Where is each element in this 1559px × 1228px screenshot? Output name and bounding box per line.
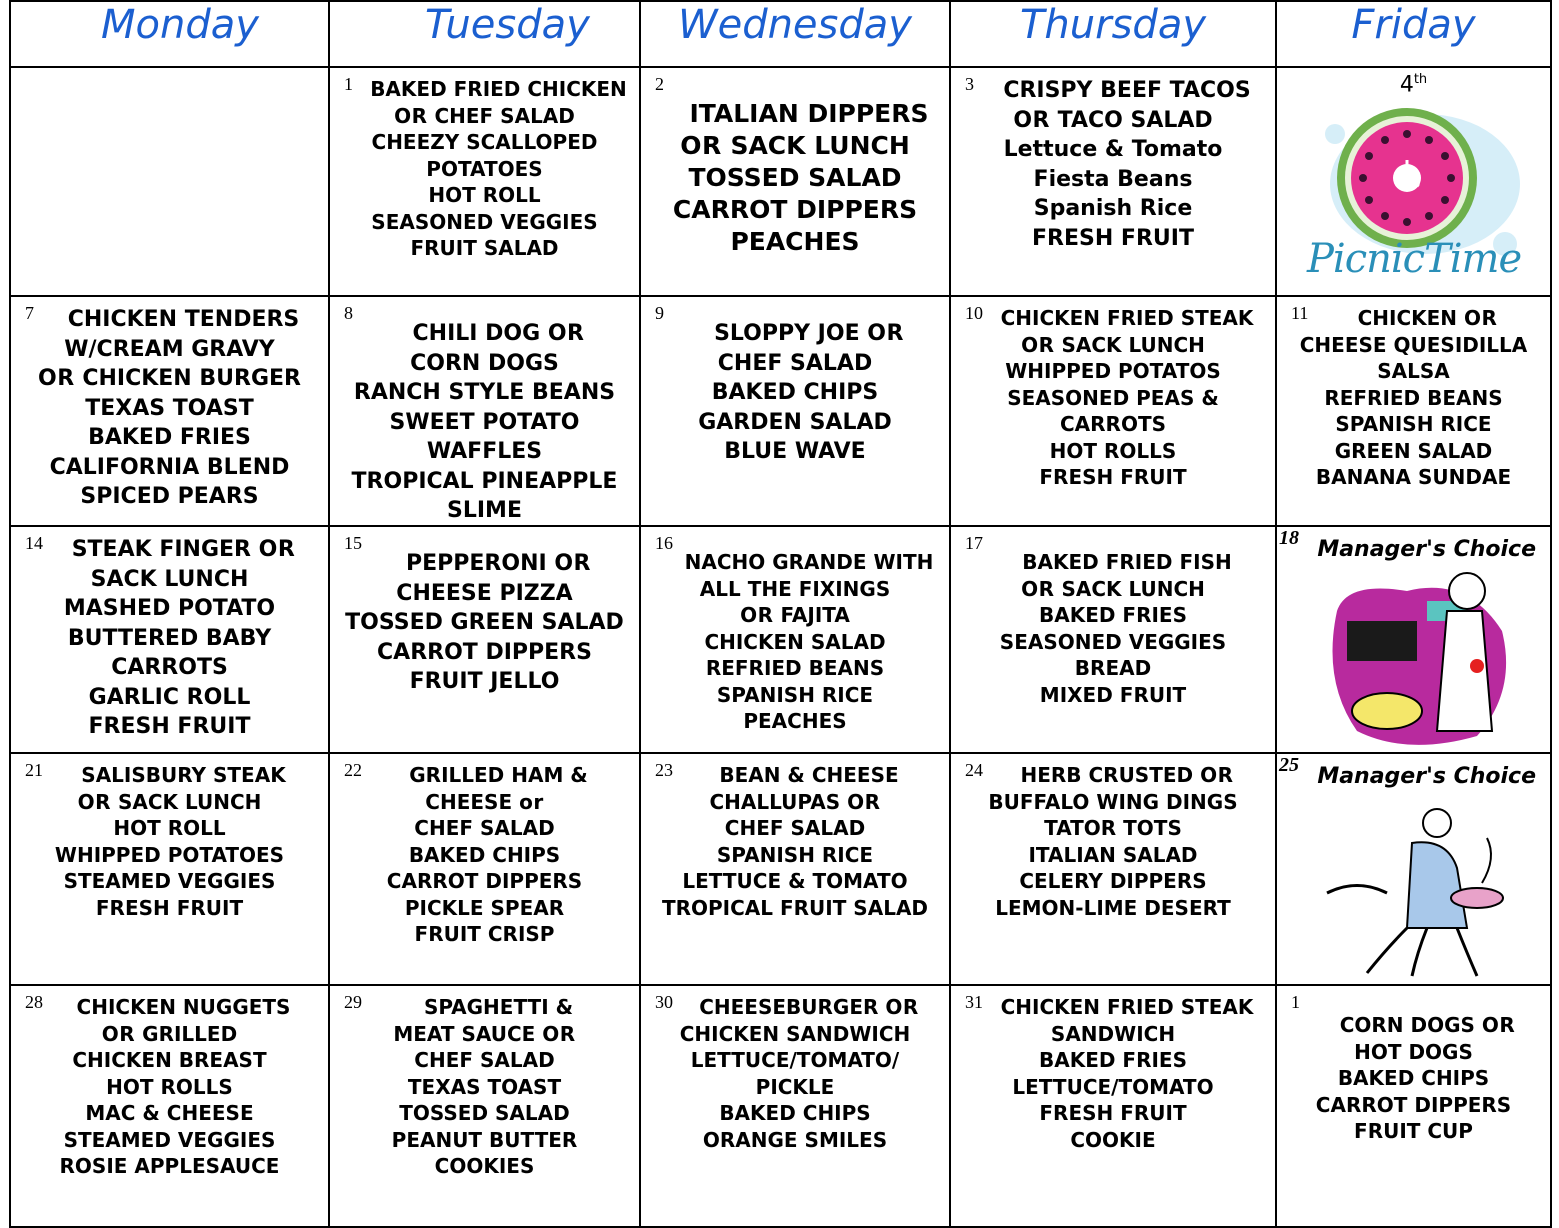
menu-item: CHICKEN FRIED STEAK <box>1000 306 1254 330</box>
menu-item: SEASONED VEGGIES <box>999 629 1227 654</box>
day-cell <box>329 67 640 296</box>
menu-item: FRUIT CRISP <box>414 922 555 946</box>
menu-item: POTATOES <box>426 156 543 181</box>
menu-item: CARROTS <box>111 655 228 680</box>
menu-item: CHEESE PIZZA <box>396 580 573 606</box>
header-monday: Monday <box>10 1 329 67</box>
menu-item: CALIFORNIA BLEND <box>49 454 290 480</box>
menu-item: CHILI DOG OR <box>412 321 585 346</box>
menu-items <box>330 762 639 948</box>
day-cell <box>1276 526 1551 753</box>
menu-item: FRESH FRUIT <box>88 714 251 739</box>
menu-item: CORN DOGS <box>410 350 559 376</box>
day-number: 4th <box>1399 72 1428 98</box>
menu-item: TROPICAL PINEAPPLE <box>351 468 618 494</box>
day-cell <box>10 67 329 296</box>
menu-item: CHICKEN NUGGETS <box>76 995 291 1019</box>
menu-item: CORN DOGS OR <box>1339 1013 1516 1037</box>
menu-item: SPANISH RICE <box>716 682 874 707</box>
managers-choice-label: Manager's Choice <box>1317 764 1536 789</box>
menu-item: CARROT DIPPERS <box>1315 1092 1512 1117</box>
menu-item: BEAN & CHEESE <box>719 763 899 787</box>
menu-item: TEXAS TOAST <box>407 1074 562 1099</box>
day-number: 31 <box>965 992 983 1012</box>
menu-items <box>951 994 1275 1153</box>
menu-item: PEACHES <box>743 709 847 733</box>
week-row <box>10 985 1551 1227</box>
menu-item: FRESH FRUIT <box>1032 225 1194 251</box>
menu-item: W/CREAM GRAVY <box>64 336 275 362</box>
menu-items <box>1277 1012 1550 1145</box>
menu-item: WHIPPED POTATOS <box>1005 359 1221 383</box>
menu-item: TOSSED SALAD <box>399 1101 570 1125</box>
menu-item: BAKED FRIED FISH <box>1022 550 1232 574</box>
menu-items <box>641 319 949 467</box>
menu-item: CHEF SALAD <box>724 816 866 840</box>
week-row <box>10 526 1551 753</box>
menu-item: SPAGHETTI & <box>423 995 574 1019</box>
menu-item: SLIME <box>447 498 522 523</box>
menu-items <box>951 305 1275 491</box>
menu-item: CARROT DIPPERS <box>386 869 583 893</box>
day-cell <box>950 526 1276 753</box>
menu-item: FRUIT JELLO <box>409 669 560 694</box>
menu-item: ITALIAN DIPPERS <box>689 99 929 128</box>
day-number: 29 <box>344 992 362 1012</box>
day-cell <box>10 753 329 985</box>
menu-item: WAFFLES <box>426 439 543 464</box>
menu-item: CHEF SALAD <box>414 816 555 840</box>
menu-item: SANDWICH <box>1050 1021 1176 1046</box>
menu-item: SLOPPY JOE OR <box>714 321 904 346</box>
menu-item: OR CHICKEN BURGER <box>38 366 301 391</box>
menu-item: CHEF SALAD <box>717 350 873 376</box>
menu-item: BREAD <box>1074 656 1152 680</box>
menu-item: PICKLE SPEAR <box>404 895 565 920</box>
day-cell <box>640 67 950 296</box>
menu-item: OR SACK LUNCH <box>1021 576 1205 601</box>
day-cell <box>950 67 1276 296</box>
menu-items <box>11 994 328 1180</box>
week-row <box>10 67 1551 296</box>
day-number: 18 <box>1279 527 1299 549</box>
day-cell <box>1276 753 1551 985</box>
menu-item: SPICED PEARS <box>80 484 259 509</box>
menu-item: PEACHES <box>730 227 860 256</box>
menu-item: SALSA <box>1377 359 1450 383</box>
day-number: 8 <box>344 303 353 323</box>
menu-item: GARDEN SALAD <box>698 409 892 435</box>
menu-item: COOKIE <box>1070 1127 1156 1152</box>
day-number: 9 <box>655 303 664 323</box>
menu-item: TEXAS TOAST <box>85 395 254 421</box>
day-number: 16 <box>655 533 673 553</box>
menu-item: BUFFALO WING DINGS <box>988 789 1238 814</box>
menu-items <box>641 762 949 921</box>
menu-item: OR FAJITA <box>740 603 850 627</box>
menu-item: MEAT SAUCE OR <box>393 1021 576 1046</box>
menu-item: TROPICAL FRUIT SALAD <box>661 895 929 920</box>
menu-item: BAKED CHIPS <box>1337 1066 1490 1090</box>
menu-item: OR GRILLED <box>101 1021 238 1046</box>
menu-items <box>1277 305 1550 491</box>
menu-item: Fiesta Beans <box>1033 166 1193 192</box>
day-cell <box>1276 985 1551 1227</box>
menu-item: CHICKEN FRIED STEAK <box>1000 995 1254 1019</box>
day-number: 22 <box>344 760 362 780</box>
menu-item: HOT ROLL <box>428 183 541 207</box>
menu-item: ITALIAN SALAD <box>1028 842 1198 867</box>
menu-item: SWEET POTATO <box>389 409 580 435</box>
menu-item: LETTUCE/TOMATO/ <box>690 1048 900 1072</box>
menu-items <box>641 549 949 735</box>
day-number: 11 <box>1291 303 1309 323</box>
menu-item: COOKIES <box>434 1154 535 1178</box>
menu-item: CHEEZY SCALLOPED <box>371 130 598 154</box>
menu-item: Spanish Rice <box>1033 196 1193 221</box>
day-cell <box>950 753 1276 985</box>
menu-item: TOSSED GREEN SALAD <box>345 610 624 635</box>
picnic-time-logo-text: PicnicTime <box>1307 236 1522 282</box>
menu-item: CARROTS <box>1059 412 1166 436</box>
menu-items <box>641 994 949 1153</box>
menu-item: HOT DOGS <box>1354 1039 1473 1064</box>
menu-item: GARLIC ROLL <box>88 684 251 710</box>
menu-item: FRESH FRUIT <box>95 895 244 920</box>
menu-item: WHIPPED POTATOES <box>54 842 285 867</box>
day-number: 14 <box>25 533 43 553</box>
menu-items <box>330 76 639 262</box>
day-number: 28 <box>25 992 43 1012</box>
menu-item: BAKED FRIED CHICKEN <box>370 77 627 101</box>
menu-item: GRILLED HAM & <box>409 763 588 787</box>
menu-item: SACK LUNCH <box>90 566 249 592</box>
menu-item: ROSIE APPLESAUCE <box>59 1154 280 1178</box>
menu-item: FRESH FRUIT <box>1039 1101 1187 1125</box>
day-number: 10 <box>965 303 983 323</box>
menu-item: ORANGE SMILES <box>702 1127 888 1152</box>
menu-item: CRISPY BEEF TACOS <box>1003 78 1251 103</box>
day-cell <box>640 985 950 1227</box>
day-number: 1 <box>344 74 353 94</box>
day-number: 23 <box>655 760 673 780</box>
header-wednesday: Wednesday <box>640 1 950 67</box>
menu-items <box>641 98 949 258</box>
menu-item: Lettuce & Tomato <box>1003 137 1223 162</box>
menu-item: SEASONED PEAS & <box>1007 385 1219 410</box>
menu-item: LETTUCE/TOMATO <box>1012 1074 1214 1099</box>
menu-item: NACHO GRANDE WITH <box>684 550 934 574</box>
menu-item: OR TACO SALAD <box>1013 107 1213 133</box>
day-cell <box>329 753 640 985</box>
header-tuesday: Tuesday <box>329 1 640 67</box>
menu-item: CHEESEBURGER OR <box>699 995 919 1019</box>
menu-item: CARROT DIPPERS <box>377 639 592 665</box>
menu-item: BUTTERED BABY <box>67 625 272 651</box>
menu-item: GREEN SALAD <box>1334 438 1493 463</box>
managers-choice-label: Manager's Choice <box>1317 537 1536 562</box>
menu-item: OR SACK LUNCH <box>680 131 910 160</box>
menu-item: BAKED CHIPS <box>719 1101 871 1125</box>
menu-item: LEMON-LIME DESERT <box>995 895 1231 920</box>
menu-item: BAKED CHIPS <box>408 842 561 867</box>
menu-items <box>330 994 639 1180</box>
menu-item: CHEESE or <box>425 789 544 814</box>
menu-items <box>330 549 639 697</box>
menu-item: REFRIED BEANS <box>1324 385 1503 410</box>
menu-item: PEANUT BUTTER <box>391 1127 578 1152</box>
day-number: 25 <box>1279 754 1299 776</box>
menu-item: HOT ROLLS <box>1049 438 1177 463</box>
menu-item: LETTUCE & TOMATO <box>682 869 908 893</box>
day-number: 24 <box>965 760 983 780</box>
menu-item: SALISBURY STEAK <box>81 763 286 787</box>
menu-items <box>11 762 328 921</box>
day-number: 30 <box>655 992 673 1012</box>
menu-item: SEASONED VEGGIES <box>371 209 598 234</box>
menu-item: OR CHEF SALAD <box>394 103 575 128</box>
week-row <box>10 296 1551 526</box>
menu-item: MASHED POTATO <box>63 596 276 621</box>
menu-item: BAKED CHIPS <box>711 380 879 405</box>
menu-items <box>951 549 1275 708</box>
menu-calendar <box>9 0 1552 1228</box>
day-cell <box>640 296 950 526</box>
day-cell <box>329 526 640 753</box>
menu-item: BAKED FRIES <box>1038 603 1188 627</box>
menu-item: MIXED FRUIT <box>1039 682 1187 707</box>
menu-items <box>330 319 639 526</box>
menu-item: HOT ROLL <box>113 816 226 840</box>
menu-item: CHICKEN OR <box>1357 306 1498 330</box>
day-cell <box>950 985 1276 1227</box>
menu-item: TATOR TOTS <box>1044 816 1182 840</box>
day-cell <box>10 526 329 753</box>
menu-item: STEAMED VEGGIES <box>63 869 276 893</box>
menu-item: PEPPERONI OR <box>406 551 591 576</box>
day-cell <box>640 753 950 985</box>
menu-item: FRUIT CUP <box>1354 1119 1473 1143</box>
day-cell <box>950 296 1276 526</box>
menu-item: STEAMED VEGGIES <box>63 1127 276 1152</box>
menu-item: OR SACK LUNCH <box>77 789 262 814</box>
menu-item: CELERY DIPPERS <box>1019 869 1207 893</box>
menu-items <box>951 762 1275 921</box>
menu-item: FRESH FRUIT <box>1039 465 1187 489</box>
menu-item: SPANISH RICE <box>716 842 874 867</box>
menu-item: BANANA SUNDAE <box>1315 465 1512 489</box>
day-number: 2 <box>655 74 664 94</box>
day-cell <box>10 296 329 526</box>
day-cell <box>1276 67 1551 296</box>
menu-item: BAKED FRIES <box>88 425 251 450</box>
day-number: 3 <box>965 74 974 94</box>
menu-item: BAKED FRIES <box>1038 1048 1188 1072</box>
day-number: 7 <box>25 303 34 323</box>
day-cell <box>10 985 329 1227</box>
menu-item: CHICKEN SALAD <box>704 629 886 654</box>
week-row <box>10 753 1551 985</box>
menu-item: CHEESE QUESIDILLA <box>1299 332 1528 357</box>
chef-kitchen-icon <box>1317 571 1517 751</box>
header-thursday: Thursday <box>950 1 1276 67</box>
menu-item: CHALLUPAS OR <box>709 789 881 814</box>
menu-items <box>11 305 328 512</box>
menu-item: HOT ROLLS <box>106 1074 233 1099</box>
menu-item: MAC & CHEESE <box>85 1101 254 1125</box>
header-friday: Friday <box>1276 1 1551 67</box>
menu-item: TOSSED SALAD <box>688 163 902 192</box>
menu-item: HERB CRUSTED OR <box>1020 763 1234 787</box>
menu-item: CARROT DIPPERS <box>672 195 918 224</box>
menu-item: RANCH STYLE BEANS <box>353 380 616 405</box>
menu-item: REFRIED BEANS <box>705 656 885 680</box>
menu-item: CHICKEN SANDWICH <box>679 1021 911 1046</box>
day-number: 1 <box>1291 992 1300 1012</box>
weekday-header-row <box>10 1 1551 67</box>
cook-stirring-pot-icon <box>1317 798 1517 978</box>
menu-item: SPANISH RICE <box>1335 412 1492 436</box>
day-cell <box>1276 296 1551 526</box>
menu-item: STEAK FINGER OR <box>71 537 296 562</box>
menu-items <box>11 535 328 742</box>
menu-item: OR SACK LUNCH <box>1021 332 1205 357</box>
menu-item: ALL THE FIXINGS <box>699 576 891 601</box>
day-number: 17 <box>965 533 983 553</box>
day-cell <box>640 526 950 753</box>
day-cell <box>329 985 640 1227</box>
day-number: 21 <box>25 760 43 780</box>
menu-items <box>951 76 1275 253</box>
menu-item: CHICKEN BREAST <box>72 1048 267 1072</box>
menu-item: PICKLE <box>755 1074 835 1099</box>
menu-item: FRUIT SALAD <box>410 236 559 260</box>
menu-item: CHICKEN TENDERS <box>67 307 300 332</box>
menu-item: CHEF SALAD <box>414 1048 555 1072</box>
day-cell <box>329 296 640 526</box>
day-number: 15 <box>344 533 362 553</box>
menu-item: BLUE WAVE <box>724 439 866 464</box>
